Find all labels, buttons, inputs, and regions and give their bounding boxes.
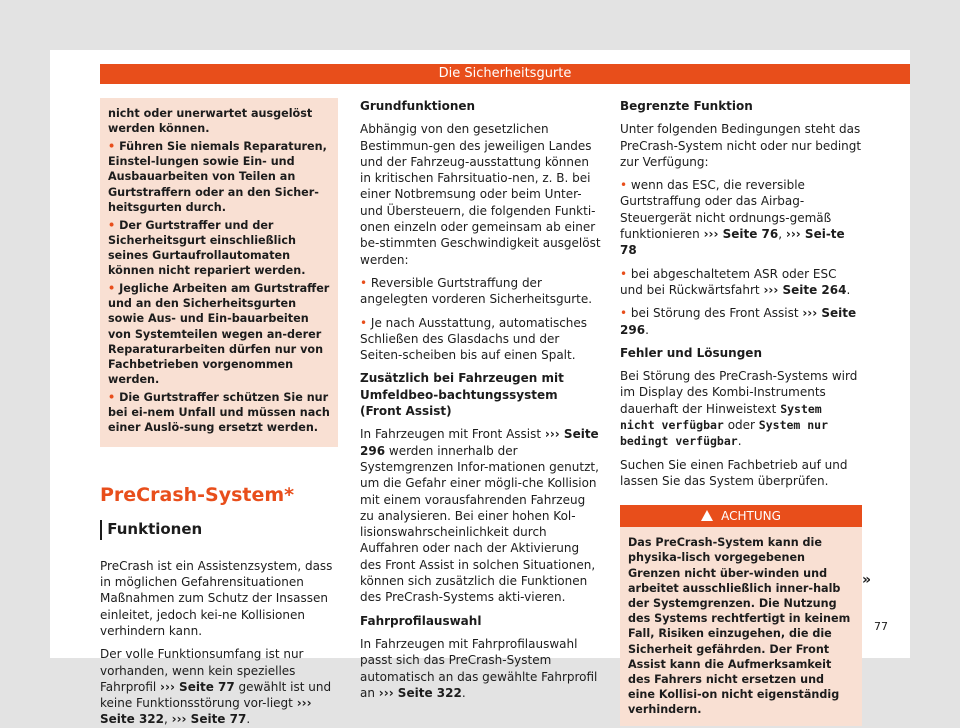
paragraph: Bei Störung des PreCrash-Systems wird im Display des Kombi-Instruments dauerhaft der Hinweistext System nicht verfügbar oder System nur bedingt verfügbar. xyxy=(620,369,858,449)
paragraph: In Fahrzeugen mit Fahrprofilauswahl passt sich das PreCrash-System automatisch an das gewählte Fahrprofil an ››› Seite 322. xyxy=(360,636,598,700)
page-number: 77 xyxy=(874,620,888,633)
achtung-box xyxy=(620,505,862,725)
bullet-icon: • xyxy=(620,178,628,193)
page-reference-link[interactable]: ››› Seite 77 xyxy=(160,679,235,694)
warning-item: • Jegliche Arbeiten am Gurtstraffer und an den Sicherheitsgurten sowie Aus- und Ein-bauarbeiten von Systemteilen wegen an-derer Reparaturarbeiten dürfen nur von Fachbetrieben vorgenommen werden. xyxy=(108,282,330,387)
warning-triangle-icon xyxy=(701,510,713,521)
page-reference-link[interactable]: ››› Seite 296 xyxy=(620,306,857,337)
bullet-item: • bei abgeschaltetem ASR oder ESC und bei Rückwärtsfahrt ››› Seite 264. xyxy=(620,266,851,297)
manual-page xyxy=(50,50,910,727)
chapter-header: Die Sicherheitsgurte xyxy=(100,64,910,84)
bullet-icon: • xyxy=(108,140,116,153)
column-middle xyxy=(360,98,602,701)
column-left xyxy=(100,98,338,728)
bullet-item: • wenn das ESC, die reversible Gurtstraffung oder das Airbag-Steuergerät nicht ordnungs-gemäß funktionieren ››› Seite 76, ››› Sei-te 78 xyxy=(620,178,845,258)
bullet-item: • bei Störung des Front Assist ››› Seite 296. xyxy=(620,306,857,337)
paragraph: Suchen Sie einen Fachbetrieb auf und lassen Sie das System überprüfen. xyxy=(620,457,848,488)
heading-fahrprofilauswahl: Fahrprofilauswahl xyxy=(360,613,482,628)
warning-box-continued xyxy=(100,98,338,447)
warning-item: • Die Gurtstraffer schützen Sie nur bei ei-nem Unfall und müssen nach einer Auslö-sung ersetzt werden. xyxy=(108,391,330,435)
page-reference-link[interactable]: ››› Seite 322 xyxy=(378,685,462,700)
paragraph: In Fahrzeugen mit Front Assist ››› Seite 296 werden innerhalb der Systemgrenzen Infor-mationen genutzt, um die Gefahr einer mögli-che Kollision mit einem vorausfahrenden Fahrzeug zu analysieren. Bei einer hohen Kol-lisionswahrscheinlichkeit durch Auffahren oder nach der Aktivierung des Front Assist in solchen Situationen, können sich zusätzlich die Funktionen des PreCrash-Systems akti-vieren. xyxy=(360,427,599,605)
paragraph: Abhängig von den gesetzlichen Bestimmun-gen des jeweiligen Landes und der Fahrzeug-ausstattung können in kritischen Fahrsituatio-nen, z. B. bei einer Notbremsung oder beim Unter- und Übersteuern, die folgenden Funkti-onen einzeln oder gemeinsam ab einer be-stimmten Geschwindigkeit ausgelöst werden: xyxy=(360,122,601,267)
continuation-mark: » xyxy=(862,572,872,588)
page-reference-link[interactable]: ››› Seite 77 xyxy=(171,712,247,727)
bullet-icon: • xyxy=(360,275,368,290)
heading-grundfunktionen: Grundfunktionen xyxy=(360,99,476,113)
display-message: System nicht verfügbar xyxy=(620,401,822,433)
warning-lead: nicht oder unerwartet ausgelöst werden können. xyxy=(108,107,313,136)
page-reference-link[interactable]: ››› Seite 76 xyxy=(703,227,779,242)
section-paragraph: Der volle Funktionsumfang ist nur vorhanden, wenn kein spezielles Fahrprofil ››› Seite 77 gewählt ist und keine Funktionsstörung vor-liegt ››› Seite 322, ››› Seite 77. xyxy=(100,647,332,727)
warning-item: • Der Gurtstraffer und der Sicherheitsgurt einschließlich seines Gurtaufrollautomaten können nicht repariert werden. xyxy=(108,218,306,278)
achtung-text: Das PreCrash-System kann die physika-lisch vorgegebenen Grenzen nicht über-winden und arbeitet ausschließlich inner-halb der Systemgrenzen. Die Nutzung des Systems rechtfertigt in keinem Fall, Risiken einzugehen, die die Sicherheit gefährden. Der Front Assist kann die Aufmerksamkeit des Fahrers nicht ersetzen und eine Kollisi-on nicht eigenständig verhindern. xyxy=(628,536,851,717)
bullet-icon: • xyxy=(360,315,368,330)
bullet-icon: • xyxy=(108,218,116,232)
bullet-icon: • xyxy=(108,282,116,296)
heading-fehler: Fehler und Lösungen xyxy=(620,345,762,360)
display-message: System nur bedingt verfügbar xyxy=(620,418,829,449)
warning-item: • Führen Sie niemals Reparaturen, Einstel-lungen sowie Ein- und Ausbauarbeiten von Teilen an Gurtstraffern oder an den Sicher-heitsgurten durch. xyxy=(108,140,327,214)
bullet-item: • Reversible Gurtstraffung der angelegten vorderen Sicherheitsgurte. xyxy=(360,275,593,307)
bullet-icon: • xyxy=(620,306,628,321)
bullet-item: • Je nach Ausstattung, automatisches Schließen des Glasdachs und der Seiten-scheiben bis auf einen Spalt. xyxy=(360,315,588,363)
page-reference-link[interactable]: ››› Seite 322 xyxy=(100,696,312,727)
bullet-icon: • xyxy=(620,266,628,281)
section-title: PreCrash-System* xyxy=(100,484,295,507)
page-reference-link[interactable]: ››› Seite 296 xyxy=(360,427,599,458)
achtung-header: ACHTUNG xyxy=(620,505,862,527)
bullet-icon: • xyxy=(108,391,116,405)
section-paragraph: PreCrash ist ein Assistenzsystem, dass in möglichen Gefahrensituationen Maßnahmen zum Schutz der Insassen einleitet, jedoch kei-ne Kollisionen verhindern kann. xyxy=(100,558,333,638)
subtitle-bar xyxy=(100,520,102,540)
heading-front-assist: Zusätzlich bei Fahrzeugen mit Umfeldbeo-bachtungssystem (Front Assist) xyxy=(360,371,564,419)
paragraph: Unter folgenden Bedingungen steht das PreCrash-System nicht oder nur bedingt zur Verfügung: xyxy=(620,122,862,169)
page-reference-link[interactable]: ››› Sei-te 78 xyxy=(620,227,845,258)
column-right xyxy=(620,98,862,726)
page-reference-link[interactable]: ››› Seite 264 xyxy=(763,282,847,297)
section-subtitle: Funktionen xyxy=(100,519,338,540)
heading-begrenzte-funktion: Begrenzte Funktion xyxy=(620,99,753,113)
